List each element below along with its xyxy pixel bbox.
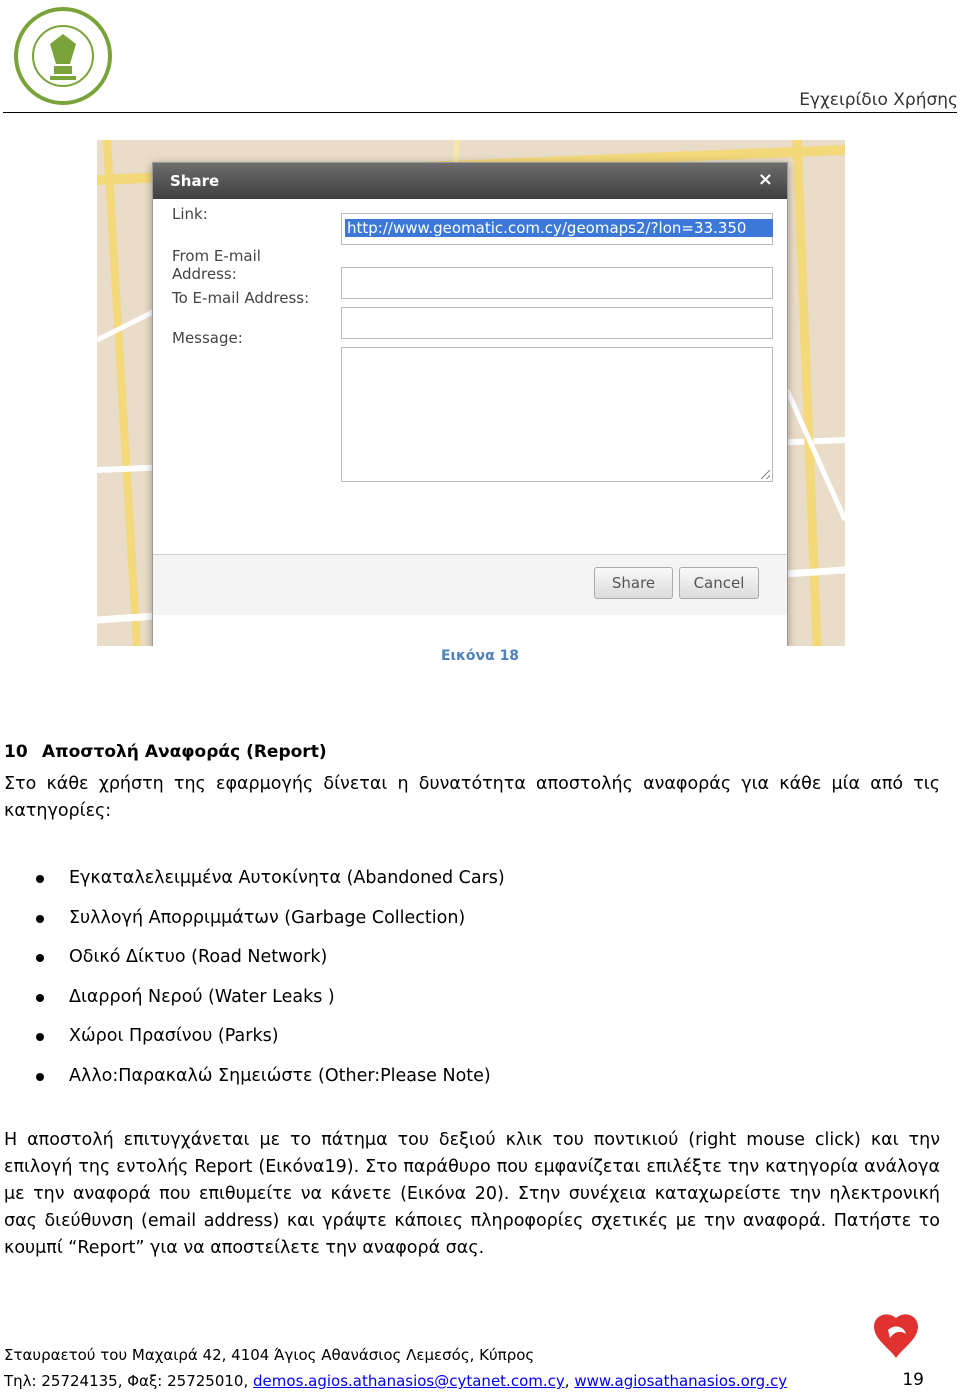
phone-fax: Τηλ: 25724135, Φαξ: 25725010, bbox=[4, 1372, 249, 1390]
list-item-text: Εγκαταλελειμμένα Αυτοκίνητα (Abandoned Cars) bbox=[69, 868, 505, 888]
share-dialog bbox=[152, 162, 788, 646]
dialog-footer bbox=[153, 554, 787, 615]
message-textarea[interactable] bbox=[341, 347, 773, 482]
link-separator: , bbox=[564, 1372, 570, 1390]
bullet-icon bbox=[36, 915, 44, 923]
list-item bbox=[0, 862, 505, 902]
section-heading bbox=[4, 742, 327, 762]
link-value: http://www.geomatic.com.cy/geomaps2/?lon=33.350 bbox=[345, 219, 773, 237]
resize-handle-icon[interactable] bbox=[761, 470, 770, 479]
list-item bbox=[0, 1020, 505, 1060]
bullet-icon bbox=[36, 954, 44, 962]
link-label: Link: bbox=[172, 205, 208, 223]
message-label: Message: bbox=[172, 329, 243, 347]
close-icon[interactable]: × bbox=[757, 169, 773, 190]
category-list bbox=[0, 862, 505, 1100]
dialog-title: Share bbox=[170, 172, 220, 190]
list-item-text: Συλλογή Απορριμμάτων (Garbage Collection) bbox=[69, 907, 466, 928]
list-item-text: Οδικό Δίκτυο (Road Network) bbox=[69, 947, 328, 968]
bullet-icon bbox=[36, 1033, 44, 1041]
footer-address: Σταυραετού του Μαχαιρά 42, 4104 Άγιος Αθανάσιος Λεμεσός, Κύπρος bbox=[4, 1346, 535, 1364]
list-item-text: Διαρροή Νερού (Water Leaks ) bbox=[69, 986, 335, 1007]
section-title: Αποστολή Αναφοράς (Report) bbox=[42, 742, 327, 762]
document-title: Εγχειρίδιο Χρήσης bbox=[799, 90, 958, 110]
list-item bbox=[0, 941, 505, 981]
from-email-label-line1: From E-mail bbox=[172, 247, 261, 265]
dialog-body bbox=[153, 199, 787, 554]
list-item-text: Χώροι Πρασίνου (Parks) bbox=[69, 1026, 279, 1047]
figure-caption: Εικόνα 18 bbox=[440, 648, 520, 664]
footer-logo-icon bbox=[868, 1312, 924, 1362]
link-field[interactable] bbox=[341, 213, 773, 245]
website-link[interactable]: www.agiosathanasios.org.cy bbox=[574, 1372, 788, 1390]
list-item-text: Αλλο:Παρακαλώ Σημειώστε (Other:Please Note) bbox=[69, 1065, 491, 1086]
list-item bbox=[0, 981, 505, 1021]
from-email-label-line2: Address: bbox=[172, 265, 237, 283]
section-number: 10 bbox=[4, 742, 28, 762]
footer-contact bbox=[4, 1372, 787, 1390]
body-paragraph: Η αποστολή επιτυγχάνεται με το πάτημα του δεξιού κλικ του ποντικιού (right mouse click) και την επιλογή της εντολής Report (Εικόνα19). Στο παράθυρο που εμφανίζεται επιλέξτε την κατηγορία ανάλογα με την αναφορά που επιθυμείτε να κάνετε (Εικόνα 20). Στην συνέχεια καταχωρείστε την ηλεκτρονική σας διεύθυνση (email address) και γράψτε κάποιες πληροφορίες σχετικές με την αναφορά. Πατήστε το κουμπί “Report” για να αποστείλετε την αναφορά σας. bbox=[4, 1130, 940, 1258]
share-button[interactable]: Share bbox=[594, 567, 673, 599]
page-number: 19 bbox=[902, 1370, 924, 1390]
municipality-logo bbox=[12, 6, 114, 106]
bullet-icon bbox=[36, 994, 44, 1002]
bullet-icon bbox=[36, 1073, 44, 1081]
to-email-label: To E-mail Address: bbox=[172, 289, 310, 307]
bullet-icon bbox=[36, 875, 44, 883]
from-email-field[interactable] bbox=[341, 267, 773, 299]
email-link[interactable]: demos.agios.athanasios@cytanet.com.cy bbox=[253, 1372, 565, 1390]
list-item bbox=[0, 902, 505, 942]
intro-paragraph: Στο κάθε χρήστη της εφαρμογής δίνεται η δυνατότητα αποστολής αναφοράς για κάθε μία από τις κατηγορίες: bbox=[4, 774, 940, 821]
dialog-header bbox=[153, 163, 787, 199]
cancel-button[interactable]: Cancel bbox=[679, 567, 759, 599]
share-dialog-screenshot bbox=[97, 140, 845, 646]
list-item bbox=[0, 1060, 505, 1100]
to-email-field[interactable] bbox=[341, 307, 773, 339]
header-divider bbox=[3, 112, 957, 113]
